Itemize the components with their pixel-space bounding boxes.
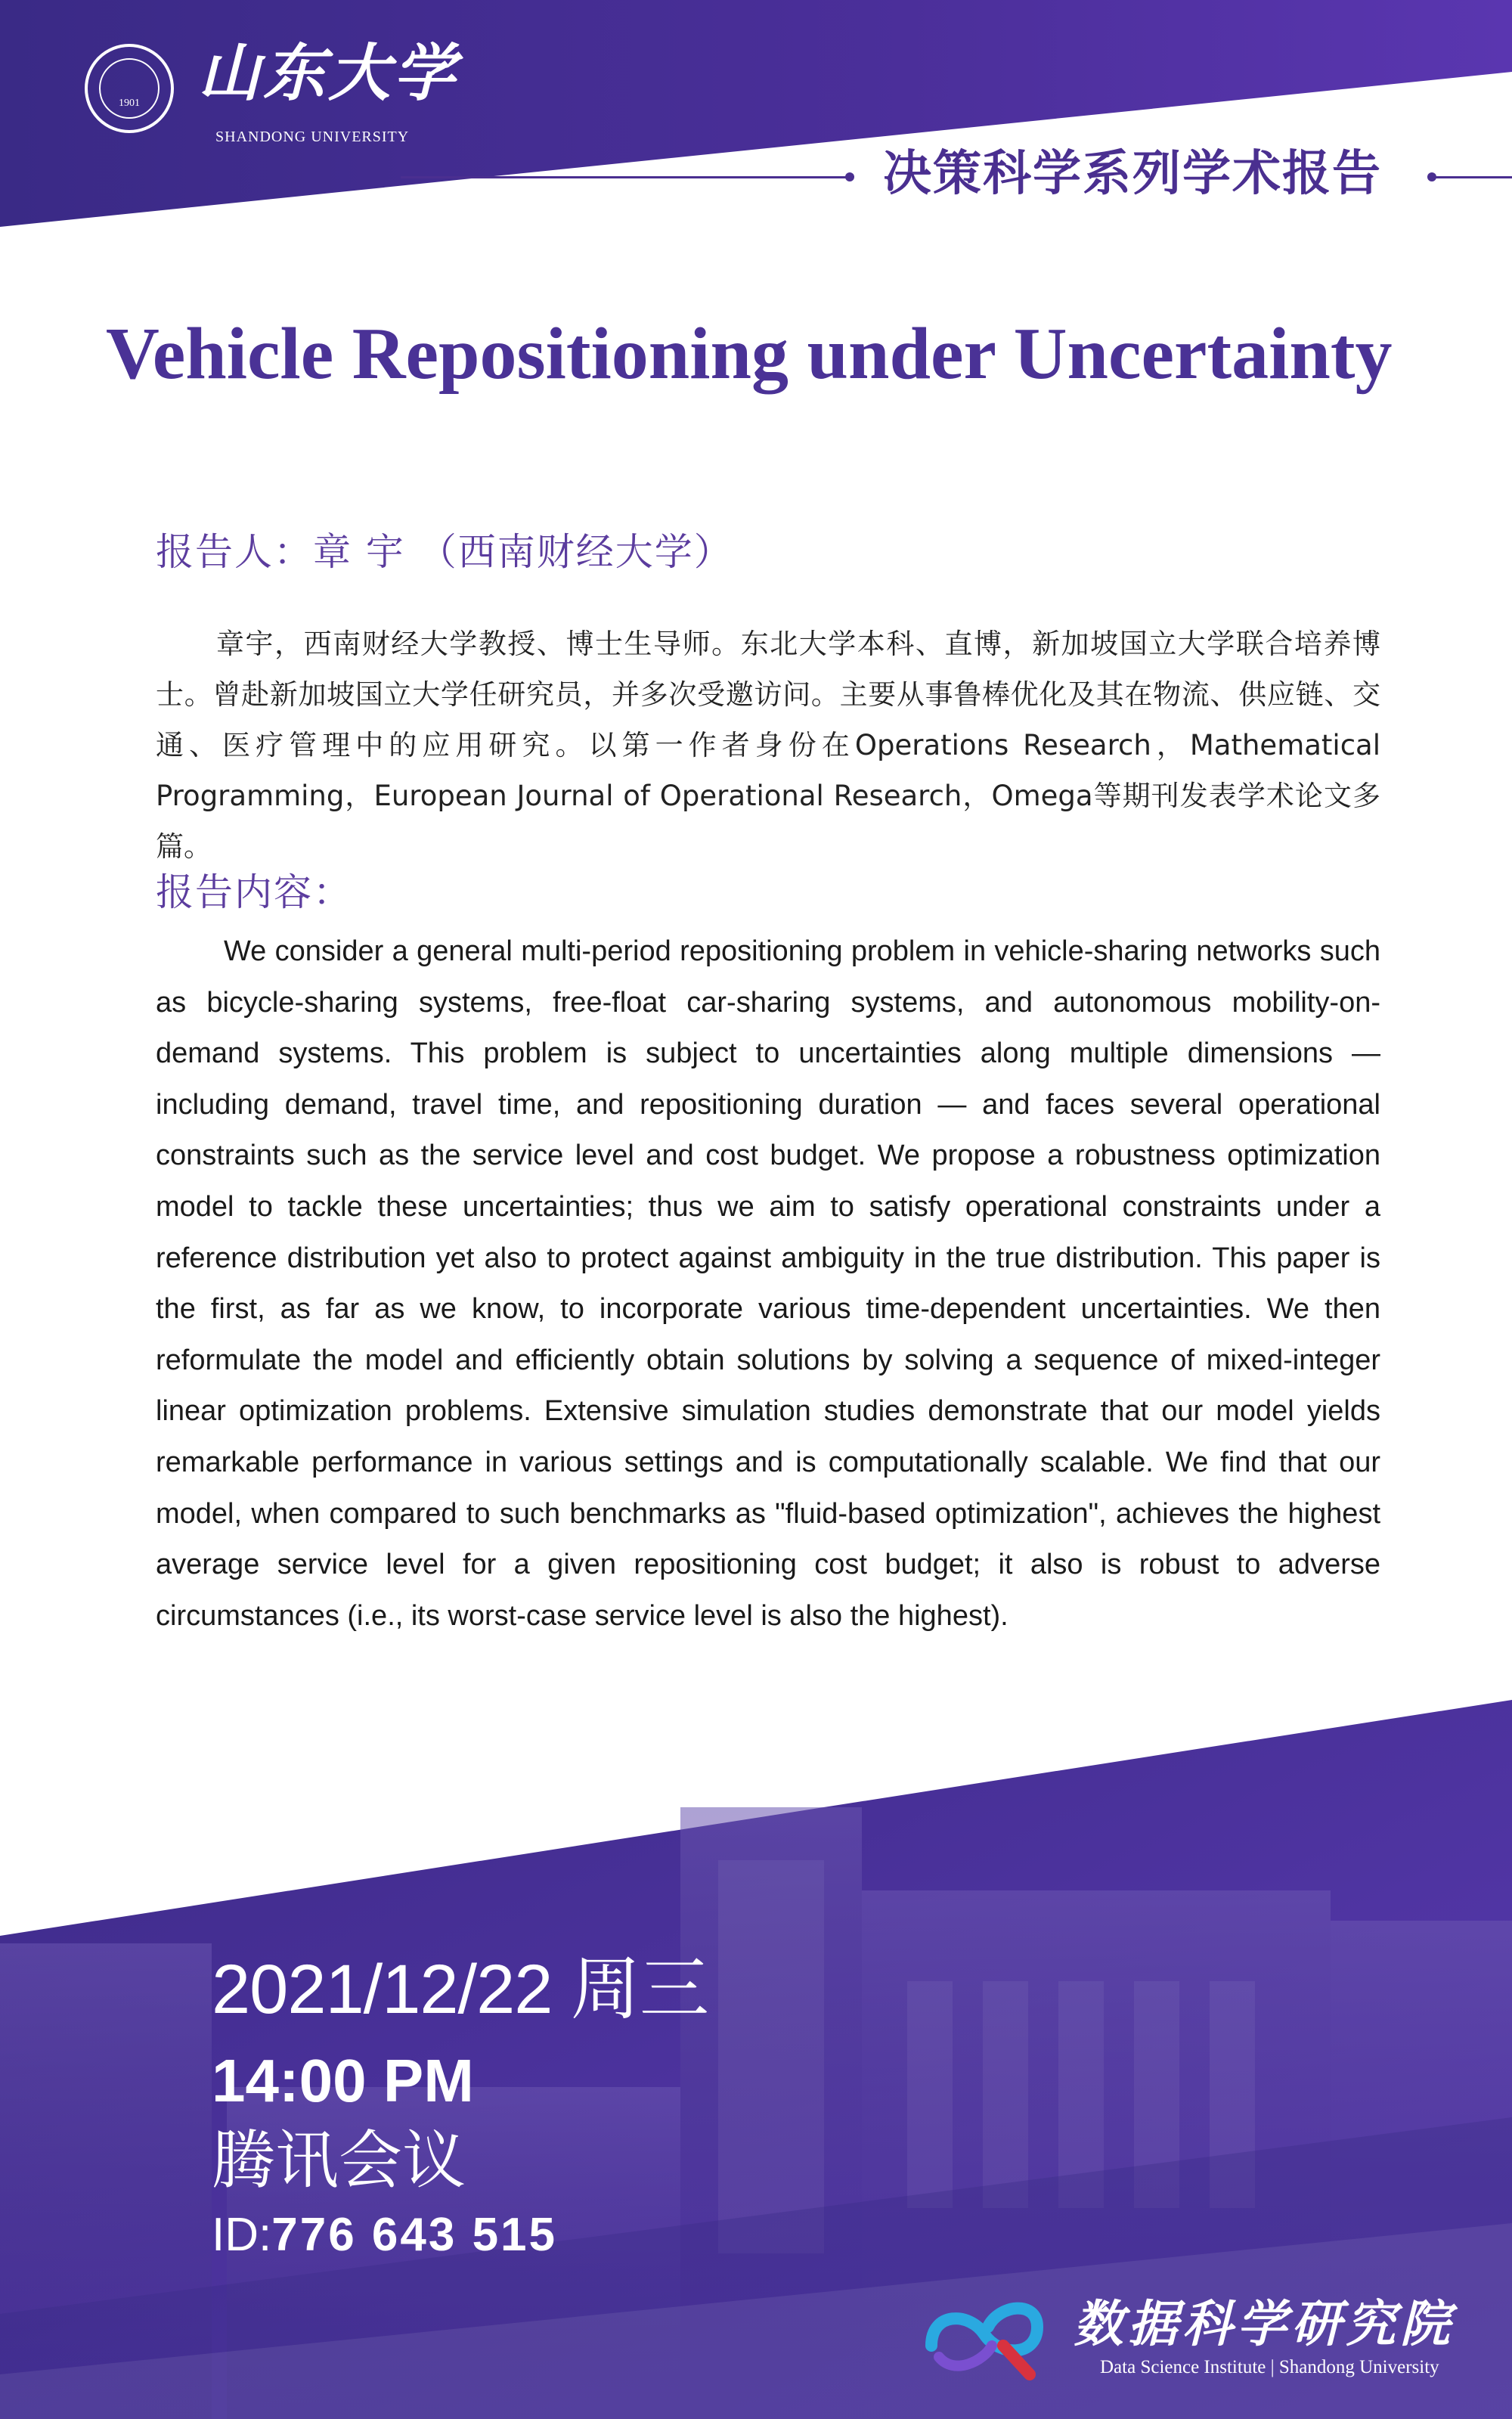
abstract-heading: 报告内容： bbox=[156, 870, 352, 914]
talk-title: Vehicle Repositioning under Uncertainty bbox=[106, 313, 1393, 395]
speaker-heading: 报告人：章 宇 （西南财经大学） bbox=[156, 530, 733, 574]
header-background bbox=[0, 0, 1512, 242]
series-title: 决策科学系列学术报告 bbox=[883, 145, 1382, 202]
series-divider-left bbox=[401, 176, 850, 178]
meeting-id-value: 776 643 515 bbox=[271, 2209, 558, 2261]
event-time: 14:00 PM bbox=[212, 2047, 474, 2114]
institute-name-cn: 数据科学研究院 bbox=[1074, 2294, 1455, 2353]
series-dot-left bbox=[845, 172, 854, 181]
speaker-bio: 章宇，西南财经大学教授、博士生导师。东北大学本科、直博，新加坡国立大学联合培养博士。曾赴新加坡国立大学任研究员，并多次受邀访问。主要从事鲁棒优化及其在物流、供应链、交通、医疗管理中的应用研究。以第一作者身份在Operations Research，Mathematical Programming，European Journal of Operational Research，Omega等期刊发表学术论文多篇。 bbox=[156, 628, 1380, 863]
seal-year: 1901 bbox=[99, 58, 160, 119]
institute-logo-icon bbox=[916, 2285, 1052, 2383]
event-platform: 腾讯会议 bbox=[212, 2123, 466, 2197]
meeting-id-label: ID: bbox=[212, 2209, 272, 2261]
university-name-cn: 山东大学 bbox=[198, 37, 458, 110]
institute-name-en: Data Science Institute | Shandong University bbox=[1100, 2357, 1439, 2377]
university-seal-icon bbox=[85, 44, 174, 133]
university-name-en: SHANDONG UNIVERSITY bbox=[215, 129, 410, 145]
abstract-text: We consider a general multi-period repositioning problem in vehicle-sharing networks such as bicycle-sharing systems, free-float car-sharing systems, and autonomous mobility-on-demand systems. This problem is subject to uncertainties along multiple dimensions — including demand, travel time, and repositioning duration — and faces several operational constraints such as the service level and cost budget. We propose a robustness optimization model to tackle these uncertainties; thus we aim to satisfy operational constraints under a reference distribution yet also to protect against ambiguity in the true distribution. This paper is the first, as far as we know, to incorporate various time-dependent uncertainties. We then reformulate the model and efficiently obtain solutions by solving a sequence of mixed-integer linear optimization problems. Extensive simulation studies demonstrate that our model yields remarkable performance in various settings and is computationally scalable. We find that our model, when compared to such benchmarks as "fluid-based optimization", achieves the highest average service level for a given repositioning cost budget; it also is robust to adverse circumstances (i.e., its worst-case service level is also the highest). bbox=[156, 935, 1380, 1632]
event-date: 2021/12/22 周三 bbox=[212, 1951, 709, 2028]
meeting-id bbox=[212, 2209, 558, 2261]
series-divider-right bbox=[1433, 176, 1512, 178]
